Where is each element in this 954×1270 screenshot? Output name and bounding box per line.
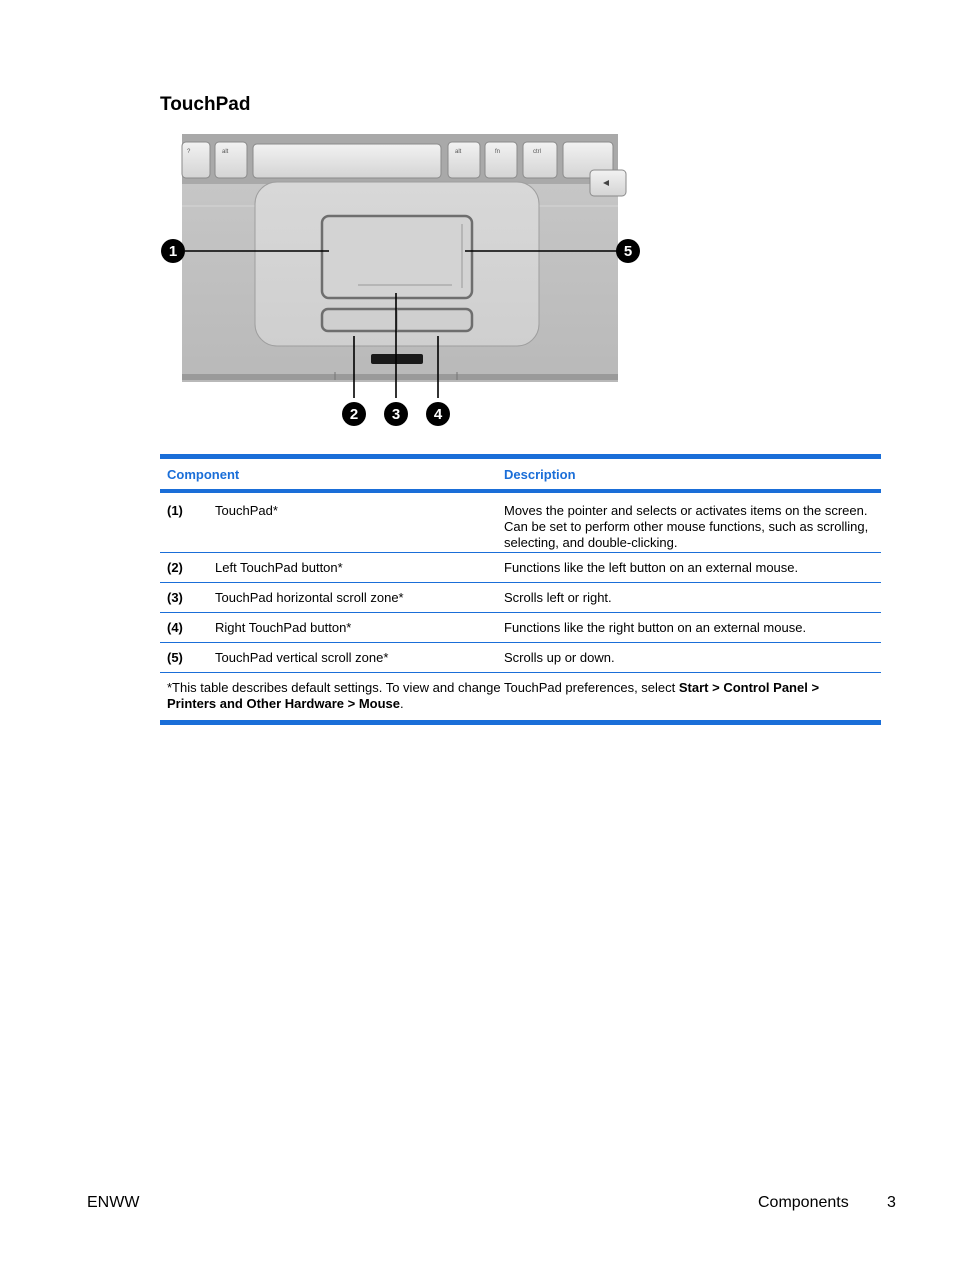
row-description: Scrolls left or right.	[504, 590, 612, 605]
callout-number: 3	[391, 406, 401, 423]
row-description: Functions like the left button on an external mouse.	[504, 560, 799, 575]
touchpad-figure	[155, 128, 655, 433]
header-description: Description	[504, 466, 576, 482]
key-label: ctrl	[533, 149, 541, 155]
footer-section-name: Components	[758, 1194, 849, 1211]
callout-2	[342, 402, 366, 426]
row-component: TouchPad*	[215, 503, 278, 518]
row-component: TouchPad horizontal scroll zone*	[215, 590, 404, 605]
key-label: ?	[187, 149, 191, 155]
footer-doc-code: ENWW	[87, 1194, 140, 1211]
row-number: (5)	[167, 650, 183, 665]
row-description: Moves the pointer and selects or activates items on the screen. Can be set to perform other mouse functions, such as scrolling, selecting, and double-clicking.	[504, 503, 869, 550]
row-number: (2)	[167, 560, 183, 575]
callout-4	[426, 402, 450, 426]
row-description: Functions like the right button on an external mouse.	[504, 620, 807, 635]
footnote-text: *This table describes default settings. To view and change TouchPad preferences, select	[167, 680, 679, 695]
callout-number: 5	[623, 243, 633, 260]
row-component: TouchPad vertical scroll zone*	[215, 650, 389, 665]
row-description: Scrolls up or down.	[504, 650, 615, 665]
callout-5	[616, 239, 640, 263]
table-header	[160, 459, 881, 489]
footnote-end: .	[399, 696, 404, 711]
key-label: fn	[495, 149, 501, 155]
row-number: (1)	[167, 503, 183, 518]
callout-number: 2	[349, 406, 359, 423]
footer-page-number: 3	[887, 1194, 896, 1211]
section-title: TouchPad	[160, 94, 251, 115]
row-number: (3)	[167, 590, 183, 605]
header-component: Component	[167, 466, 240, 482]
row-component: Left TouchPad button*	[215, 560, 343, 575]
table-row	[160, 553, 881, 583]
components-table	[160, 454, 881, 725]
row-component: Right TouchPad button*	[215, 620, 352, 635]
row-number: (4)	[167, 620, 183, 635]
footnote-menu-path: Start > Control Panel > Printers and Other Hardware > Mouse	[167, 680, 820, 711]
callout-3	[384, 402, 408, 426]
table-rule	[160, 720, 881, 725]
callout-number: 4	[433, 406, 443, 423]
table-footnote	[160, 673, 881, 720]
table-row	[160, 643, 881, 673]
key-label: alt	[455, 149, 462, 155]
key-label: alt	[222, 149, 229, 155]
table-row	[160, 583, 881, 613]
table-row	[160, 493, 881, 553]
callout-1	[161, 239, 185, 263]
table-row	[160, 613, 881, 643]
callout-number: 1	[168, 243, 178, 260]
